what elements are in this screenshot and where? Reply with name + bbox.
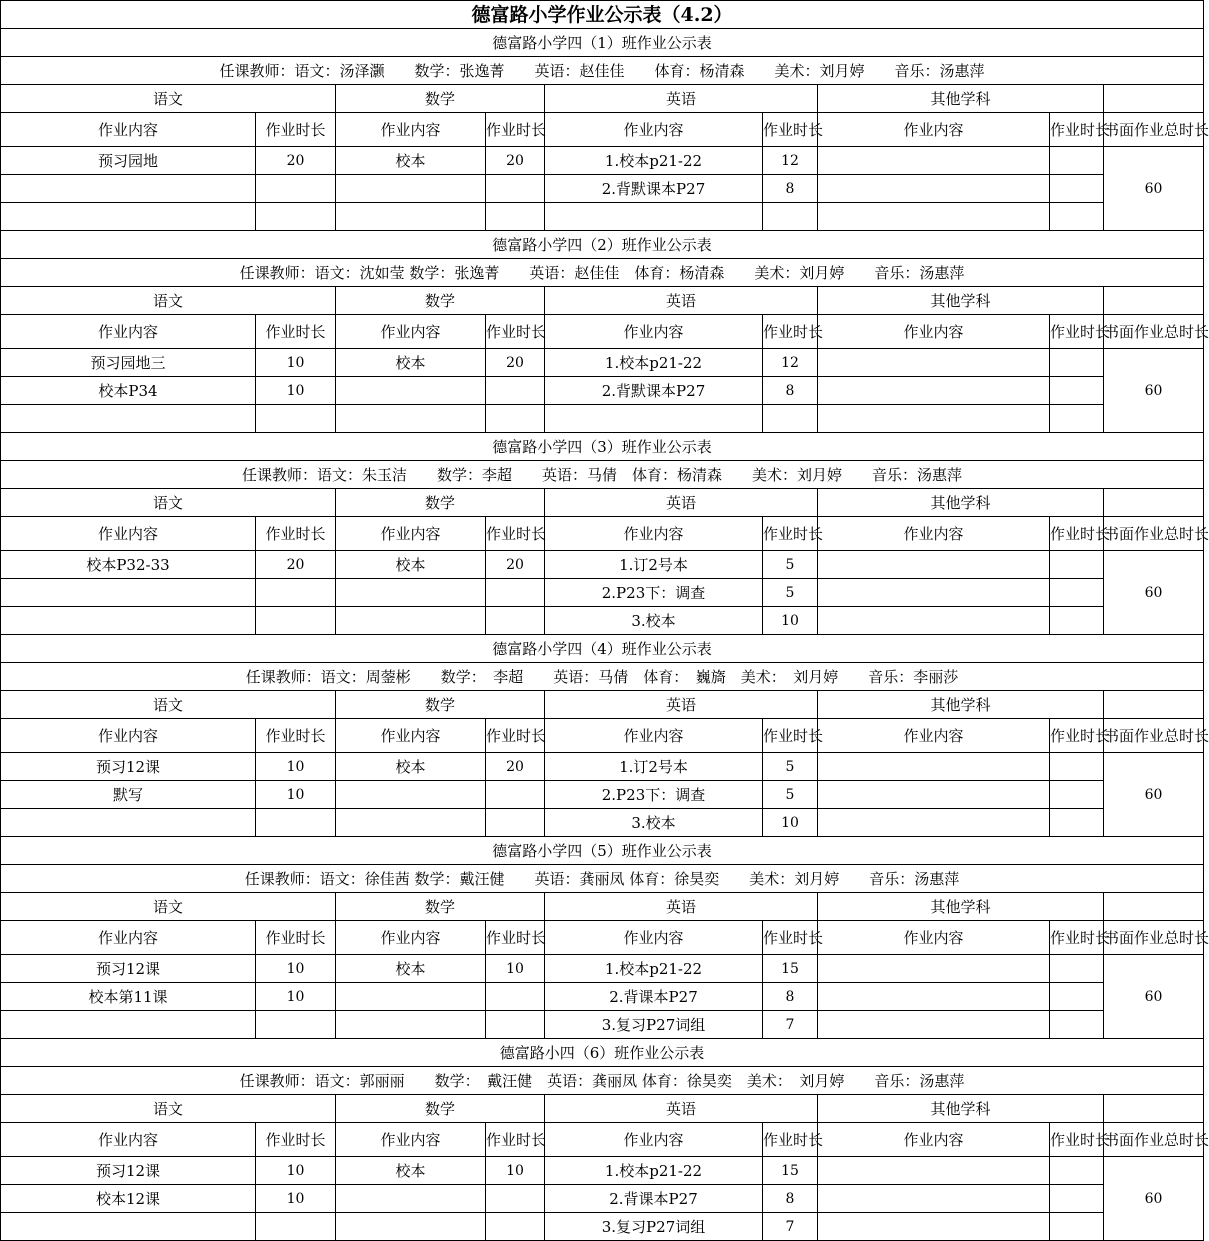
chinese-duration: 10 [256,983,336,1011]
english-duration: 5 [763,579,818,607]
english-content [545,203,763,231]
teacher-list: 任课教师：语文：沈如莹 数学：张逸菁 英语：赵佳佳 体育：杨清森 美术：刘月婷 音乐：汤惠萍 [1,259,1204,287]
other-content [818,551,1050,579]
other-content [818,377,1050,405]
english-duration: 10 [763,809,818,837]
header-content: 作业内容 [336,315,486,349]
other-duration [1050,147,1104,175]
header-content: 作业内容 [336,719,486,753]
other-content [818,175,1050,203]
math-content: 校本 [336,1157,486,1185]
other-content [818,983,1050,1011]
english-content: 3.复习P27词组 [545,1213,763,1241]
other-content [818,203,1050,231]
class-title: 德富路小四（6）班作业公示表 [1,1039,1204,1067]
header-duration: 作业时长 [256,517,336,551]
chinese-duration: 10 [256,955,336,983]
chinese-duration: 20 [256,551,336,579]
math-content [336,607,486,635]
class-title: 德富路小学四（5）班作业公示表 [1,837,1204,865]
chinese-content [1,405,256,433]
header-duration: 作业时长 [1050,113,1104,147]
math-content: 校本 [336,551,486,579]
english-duration: 15 [763,1157,818,1185]
subject-blank [1104,1095,1204,1123]
chinese-content [1,607,256,635]
header-duration: 作业时长 [1050,517,1104,551]
subject-english: 英语 [545,287,818,315]
header-duration: 作业时长 [763,921,818,955]
chinese-content: 校本第11课 [1,983,256,1011]
english-content: 2.P23下：调查 [545,579,763,607]
header-duration: 作业时长 [486,113,545,147]
header-duration: 作业时长 [486,719,545,753]
header-content: 作业内容 [336,113,486,147]
header-duration: 作业时长 [256,921,336,955]
english-content: 3.校本 [545,607,763,635]
other-content [818,349,1050,377]
math-content [336,1213,486,1241]
header-duration: 作业时长 [1050,1123,1104,1157]
math-content [336,405,486,433]
other-duration [1050,1185,1104,1213]
math-content [336,203,486,231]
header-content: 作业内容 [336,1123,486,1157]
header-content: 作业内容 [818,719,1050,753]
math-content [336,809,486,837]
header-content: 作业内容 [336,921,486,955]
teacher-list: 任课教师：语文：周蓥彬 数学： 李超 英语：马倩 体育： 巍旖 美术： 刘月婷 音乐：李丽莎 [1,663,1204,691]
math-content [336,175,486,203]
other-duration [1050,753,1104,781]
subject-chinese: 语文 [1,1095,336,1123]
header-content: 作业内容 [545,921,763,955]
header-duration: 作业时长 [763,719,818,753]
english-duration: 12 [763,147,818,175]
total-duration: 60 [1104,349,1204,433]
subject-chinese: 语文 [1,287,336,315]
english-content: 1.校本p21-22 [545,147,763,175]
english-content: 2.背默课本P27 [545,377,763,405]
chinese-content: 默写 [1,781,256,809]
teacher-list: 任课教师：语文：汤泽灏 数学：张逸菁 英语：赵佳佳 体育：杨清森 美术：刘月婷 音乐：汤惠萍 [1,57,1204,85]
header-content: 作业内容 [1,1123,256,1157]
header-total: 书面作业总时长 [1104,921,1204,955]
subject-math: 数学 [336,893,545,921]
chinese-duration [256,607,336,635]
header-total: 书面作业总时长 [1104,1123,1204,1157]
chinese-content [1,203,256,231]
english-content: 3.校本 [545,809,763,837]
subject-math: 数学 [336,489,545,517]
math-duration [486,607,545,635]
math-content: 校本 [336,147,486,175]
chinese-duration: 10 [256,1157,336,1185]
subject-other: 其他学科 [818,85,1104,113]
total-duration: 60 [1104,955,1204,1039]
main-title: 德富路小学作业公示表（4.2） [1,1,1204,29]
chinese-duration: 10 [256,349,336,377]
english-content: 2.背课本P27 [545,983,763,1011]
subject-english: 英语 [545,489,818,517]
english-duration: 7 [763,1213,818,1241]
other-duration [1050,607,1104,635]
teacher-list: 任课教师：语文：朱玉洁 数学：李超 英语：马倩 体育：杨清森 美术：刘月婷 音乐：汤惠萍 [1,461,1204,489]
math-duration [486,781,545,809]
math-content: 校本 [336,753,486,781]
other-content [818,405,1050,433]
total-duration: 60 [1104,753,1204,837]
math-duration [486,377,545,405]
other-duration [1050,1213,1104,1241]
header-content: 作业内容 [1,113,256,147]
header-duration: 作业时长 [763,1123,818,1157]
subject-blank [1104,85,1204,113]
class-title: 德富路小学四（1）班作业公示表 [1,29,1204,57]
other-content [818,753,1050,781]
header-duration: 作业时长 [1050,719,1104,753]
math-duration: 10 [486,1157,545,1185]
english-content [545,405,763,433]
header-content: 作业内容 [818,113,1050,147]
chinese-duration [256,1213,336,1241]
other-content [818,809,1050,837]
english-duration: 5 [763,551,818,579]
subject-other: 其他学科 [818,691,1104,719]
english-duration: 5 [763,781,818,809]
math-duration: 20 [486,147,545,175]
header-content: 作业内容 [545,1123,763,1157]
chinese-duration [256,809,336,837]
math-content: 校本 [336,955,486,983]
header-duration: 作业时长 [256,719,336,753]
header-total: 书面作业总时长 [1104,315,1204,349]
other-duration [1050,377,1104,405]
math-content [336,1011,486,1039]
header-duration: 作业时长 [486,921,545,955]
chinese-content: 预习12课 [1,753,256,781]
other-duration [1050,405,1104,433]
header-total: 书面作业总时长 [1104,517,1204,551]
subject-math: 数学 [336,287,545,315]
header-total: 书面作业总时长 [1104,113,1204,147]
header-content: 作业内容 [545,113,763,147]
header-content: 作业内容 [1,517,256,551]
math-duration: 10 [486,955,545,983]
subject-chinese: 语文 [1,893,336,921]
header-duration: 作业时长 [763,315,818,349]
total-duration: 60 [1104,1157,1204,1241]
header-content: 作业内容 [1,719,256,753]
chinese-content: 预习园地三 [1,349,256,377]
subject-math: 数学 [336,85,545,113]
chinese-duration: 10 [256,1185,336,1213]
english-content: 2.P23下：调查 [545,781,763,809]
subject-english: 英语 [545,893,818,921]
chinese-duration: 10 [256,377,336,405]
english-duration [763,405,818,433]
other-duration [1050,1011,1104,1039]
header-content: 作业内容 [818,315,1050,349]
header-content: 作业内容 [818,517,1050,551]
math-content: 校本 [336,349,486,377]
subject-blank [1104,691,1204,719]
math-duration [486,809,545,837]
english-content: 2.背课本P27 [545,1185,763,1213]
chinese-content: 校本P32-33 [1,551,256,579]
english-content: 1.订2号本 [545,753,763,781]
header-duration: 作业时长 [763,517,818,551]
header-duration: 作业时长 [256,315,336,349]
math-duration: 20 [486,551,545,579]
other-content [818,1011,1050,1039]
other-content [818,1157,1050,1185]
subject-english: 英语 [545,85,818,113]
header-duration: 作业时长 [486,1123,545,1157]
subject-blank [1104,489,1204,517]
math-duration [486,1011,545,1039]
english-duration: 10 [763,607,818,635]
chinese-content: 预习12课 [1,1157,256,1185]
header-content: 作业内容 [336,517,486,551]
chinese-duration [256,579,336,607]
other-duration [1050,175,1104,203]
other-duration [1050,809,1104,837]
other-duration [1050,203,1104,231]
math-duration [486,1213,545,1241]
math-duration [486,579,545,607]
subject-other: 其他学科 [818,893,1104,921]
subject-chinese: 语文 [1,691,336,719]
header-duration: 作业时长 [1050,921,1104,955]
english-content: 3.复习P27词组 [545,1011,763,1039]
subject-math: 数学 [336,1095,545,1123]
header-duration: 作业时长 [256,1123,336,1157]
chinese-duration: 10 [256,781,336,809]
chinese-content [1,1011,256,1039]
header-content: 作业内容 [1,921,256,955]
class-title: 德富路小学四（3）班作业公示表 [1,433,1204,461]
other-duration [1050,1157,1104,1185]
chinese-content [1,809,256,837]
subject-english: 英语 [545,1095,818,1123]
chinese-content: 校本P34 [1,377,256,405]
total-duration: 60 [1104,147,1204,231]
english-content: 1.校本p21-22 [545,349,763,377]
english-duration: 8 [763,377,818,405]
math-duration: 20 [486,349,545,377]
other-content [818,781,1050,809]
header-content: 作业内容 [545,719,763,753]
subject-chinese: 语文 [1,489,336,517]
subject-other: 其他学科 [818,287,1104,315]
other-duration [1050,781,1104,809]
header-content: 作业内容 [1,315,256,349]
header-content: 作业内容 [545,315,763,349]
subject-english: 英语 [545,691,818,719]
english-content: 1.订2号本 [545,551,763,579]
english-content: 1.校本p21-22 [545,1157,763,1185]
chinese-duration [256,405,336,433]
header-total: 书面作业总时长 [1104,719,1204,753]
chinese-duration [256,1011,336,1039]
header-content: 作业内容 [818,921,1050,955]
other-duration [1050,983,1104,1011]
other-content [818,955,1050,983]
math-duration: 20 [486,753,545,781]
header-duration: 作业时长 [256,113,336,147]
chinese-content [1,579,256,607]
subject-other: 其他学科 [818,489,1104,517]
chinese-duration: 10 [256,753,336,781]
english-duration: 7 [763,1011,818,1039]
math-duration [486,175,545,203]
header-duration: 作业时长 [486,315,545,349]
english-duration: 12 [763,349,818,377]
other-duration [1050,955,1104,983]
header-content: 作业内容 [545,517,763,551]
other-duration [1050,551,1104,579]
total-duration: 60 [1104,551,1204,635]
subject-blank [1104,287,1204,315]
other-duration [1050,349,1104,377]
math-content [336,579,486,607]
math-duration [486,983,545,1011]
other-content [818,1213,1050,1241]
english-duration: 8 [763,175,818,203]
class-title: 德富路小学四（2）班作业公示表 [1,231,1204,259]
math-content [336,781,486,809]
subject-blank [1104,893,1204,921]
math-duration [486,203,545,231]
math-duration [486,1185,545,1213]
english-duration: 8 [763,983,818,1011]
english-duration: 15 [763,955,818,983]
english-duration [763,203,818,231]
class-title: 德富路小学四（4）班作业公示表 [1,635,1204,663]
english-content: 1.校本p21-22 [545,955,763,983]
header-duration: 作业时长 [763,113,818,147]
header-duration: 作业时长 [486,517,545,551]
other-content [818,579,1050,607]
chinese-duration [256,203,336,231]
chinese-duration [256,175,336,203]
teacher-list: 任课教师：语文：郭丽丽 数学： 戴汪健 英语：龚丽凤 体育：徐昊奕 美术： 刘月婷 音乐：汤惠萍 [1,1067,1204,1095]
subject-chinese: 语文 [1,85,336,113]
math-content [336,983,486,1011]
chinese-content [1,1213,256,1241]
english-duration: 8 [763,1185,818,1213]
other-duration [1050,579,1104,607]
chinese-content: 校本12课 [1,1185,256,1213]
chinese-content: 预习12课 [1,955,256,983]
subject-math: 数学 [336,691,545,719]
header-content: 作业内容 [818,1123,1050,1157]
math-duration [486,405,545,433]
header-duration: 作业时长 [1050,315,1104,349]
other-content [818,1185,1050,1213]
chinese-content [1,175,256,203]
english-duration: 5 [763,753,818,781]
math-content [336,1185,486,1213]
teacher-list: 任课教师：语文：徐佳茜 数学：戴汪健 英语：龚丽凤 体育：徐昊奕 美术：刘月婷 音乐：汤惠萍 [1,865,1204,893]
chinese-duration: 20 [256,147,336,175]
english-content: 2.背默课本P27 [545,175,763,203]
subject-other: 其他学科 [818,1095,1104,1123]
other-content [818,147,1050,175]
chinese-content: 预习园地 [1,147,256,175]
other-content [818,607,1050,635]
math-content [336,377,486,405]
